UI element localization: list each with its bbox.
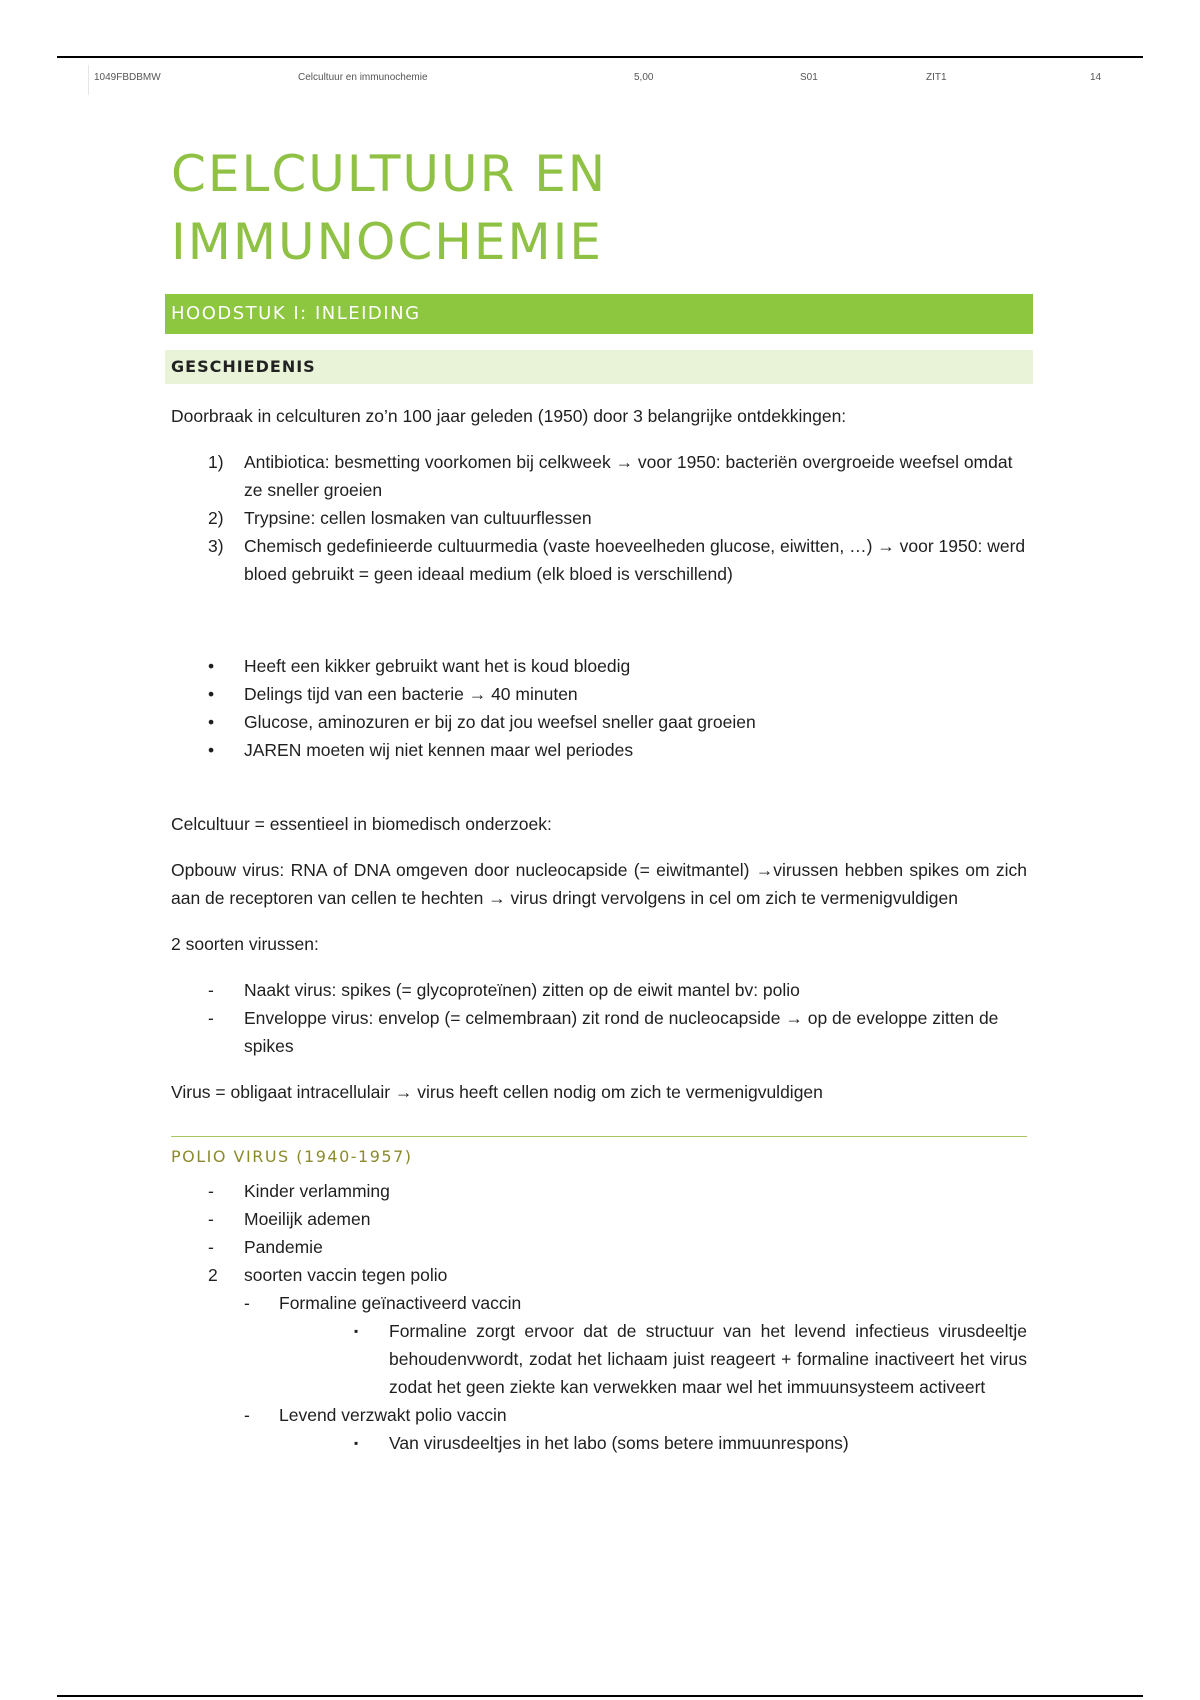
square-bullet-marker: ▪: [354, 1436, 359, 1450]
opbouw-paragraph: Opbouw virus: RNA of DNA omgeven door nucleocapside (= eiwitmantel) →virussen hebben spikes om zich aan de receptoren van cellen te hechten → virus dringt vervolgens in cel om zich te vermenigvuldigen: [171, 860, 1027, 908]
list-item-text: soorten vaccin tegen polio: [244, 1265, 448, 1285]
section-heading: GESCHIEDENIS: [165, 350, 1033, 384]
list-item-text: Glucose, aminozuren er bij zo dat jou weefsel sneller gaat groeien: [244, 712, 756, 732]
header-page: 14: [1090, 72, 1102, 83]
header-s: S01: [800, 72, 818, 83]
list-item: [171, 448, 1027, 504]
virus-types-list: [171, 976, 1033, 1060]
list-item: [171, 532, 1027, 588]
list-item: [171, 504, 1027, 532]
list-marker: 1): [208, 452, 224, 472]
dash-marker: -: [208, 1209, 214, 1229]
list-item: [171, 1004, 1027, 1060]
list-marker: 2): [208, 508, 224, 528]
dash-marker: -: [244, 1405, 250, 1425]
list-item-text: Formaline zorgt ervoor dat de structuur van het levend infectieus virusdeeltje behoudenvwordt, zodat het lichaam juist reageert + formaline inactiveert het virus zodat het geen ziekte kan verwekken maar wel het immuunsysteem activeert: [389, 1321, 1027, 1397]
list-item-text: Trypsine: cellen losmaken van cultuurflessen: [244, 508, 592, 528]
bullet-marker: •: [208, 684, 215, 704]
list-item-text: JAREN moeten wij niet kennen maar wel periodes: [244, 740, 634, 760]
list-item-text: Naakt virus: spikes (= glycoproteïnen) zitten op de eiwit mantel bv: polio: [244, 980, 800, 1000]
document-body: [171, 140, 1033, 1457]
obligaat-paragraph: Virus = obligaat intracellulair → virus heeft cellen nodig om zich te vermenigvuldigen: [171, 1082, 823, 1102]
polio-heading: POLIO VIRUS (1940-1957): [171, 1136, 1027, 1171]
list-item-text: Formaline geïnactiveerd vaccin: [279, 1293, 522, 1313]
title-line-1: CELCULTUUR EN: [171, 145, 608, 203]
document-title: [171, 140, 1033, 276]
list-item-text: Pandemie: [244, 1237, 323, 1257]
polio-list: [171, 1177, 1033, 1457]
list-item-text: Levend verzwakt polio vaccin: [279, 1405, 507, 1425]
list-item: [171, 1317, 1027, 1401]
number-marker: 2: [208, 1265, 218, 1285]
square-bullet-marker: ▪: [354, 1324, 359, 1338]
bullet-marker: •: [208, 656, 215, 676]
dash-marker: -: [244, 1293, 250, 1313]
header-course: Celcultuur en immunochemie: [298, 72, 428, 83]
title-line-2: IMMUNOCHEMIE: [171, 213, 603, 271]
header-bar: [88, 65, 1144, 95]
header-rule: [57, 56, 1143, 58]
list-item-text: Kinder verlamming: [244, 1181, 390, 1201]
list-item-text: Chemisch gedefinieerde cultuurmedia (vaste hoeveelheden glucose, eiwitten, …) → voor 1950: werd bloed gebruikt = geen ideaal medium (elk bloed is verschillend): [244, 536, 1026, 584]
intro-paragraph: Doorbraak in celculturen zo’n 100 jaar geleden (1950) door 3 belangrijke ontdekkingen:: [171, 406, 847, 426]
list-item: [171, 976, 1027, 1004]
soorten-paragraph: 2 soorten virussen:: [171, 934, 319, 954]
dash-marker: -: [208, 1237, 214, 1257]
list-item: [171, 680, 1027, 708]
dash-marker: -: [208, 1008, 214, 1028]
list-item: [171, 1429, 1027, 1457]
dash-marker: -: [208, 1181, 214, 1201]
list-marker: 3): [208, 536, 224, 556]
list-item-text: Moeilijk ademen: [244, 1209, 371, 1229]
header-credits: 5,00: [634, 72, 654, 83]
footer-rule: [57, 1695, 1143, 1697]
list-item-text: Heeft een kikker gebruikt want het is koud bloedig: [244, 656, 631, 676]
notes-bullet-list: [171, 652, 1033, 764]
list-item: [171, 708, 1027, 736]
list-item: [171, 1233, 1027, 1261]
list-item: [171, 1205, 1027, 1233]
header-code: 1049FBDBMW: [94, 72, 161, 83]
list-item: [171, 736, 1027, 764]
list-item: [171, 1289, 1027, 1317]
bullet-marker: •: [208, 712, 215, 732]
list-item-text: Antibiotica: besmetting voorkomen bij celkweek → voor 1950: bacteriën overgroeide weefsel omdat ze sneller groeien: [244, 452, 1013, 500]
list-item-text: Delings tijd van een bacterie → 40 minuten: [244, 684, 578, 704]
discoveries-list: [171, 448, 1033, 588]
list-item-text: Enveloppe virus: envelop (= celmembraan) zit rond de nucleocapside → op de eveloppe zitten de spikes: [244, 1008, 999, 1056]
list-item: [171, 652, 1027, 680]
header-zit: ZIT1: [926, 72, 947, 83]
celcultuur-paragraph: Celcultuur = essentieel in biomedisch onderzoek:: [171, 814, 552, 834]
list-item: [171, 1401, 1027, 1429]
dash-marker: -: [208, 980, 214, 1000]
list-item: [171, 1261, 1027, 1289]
chapter-heading: HOODSTUK I: INLEIDING: [165, 294, 1033, 334]
bullet-marker: •: [208, 740, 215, 760]
list-item: [171, 1177, 1027, 1205]
list-item-text: Van virusdeeltjes in het labo (soms betere immuunrespons): [389, 1433, 849, 1453]
